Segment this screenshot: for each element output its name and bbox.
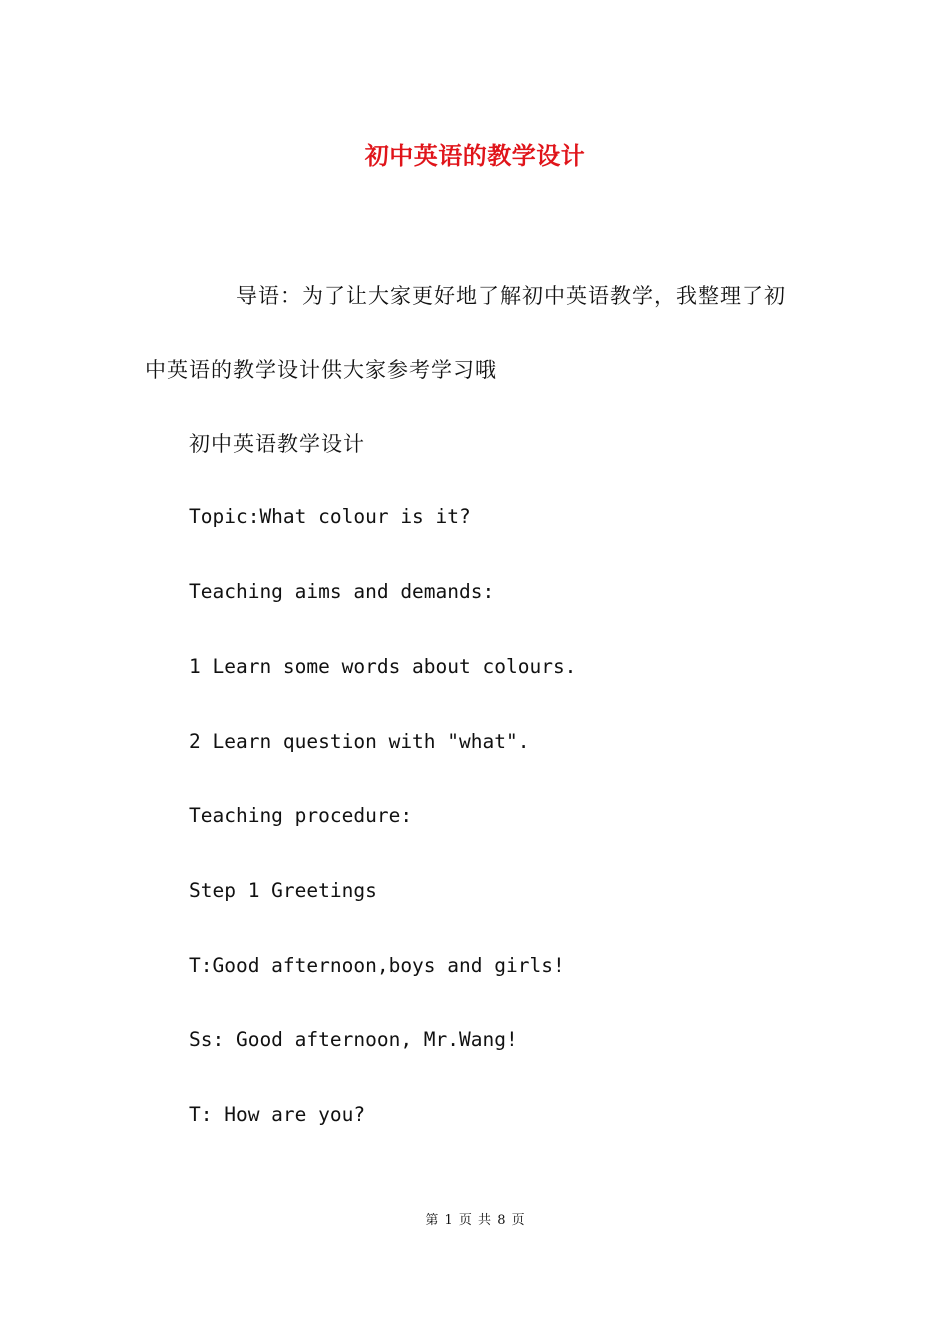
- aims-heading: Teaching aims and demands:: [189, 580, 495, 603]
- aim-item-2: 2 Learn question with "what".: [189, 730, 530, 753]
- intro-paragraph-line-2: 中英语的教学设计供大家参考学习哦: [145, 358, 497, 382]
- aim-item-1: 1 Learn some words about colours.: [189, 655, 577, 678]
- dialogue-line: T:Good afternoon,boys and girls!: [189, 954, 565, 977]
- procedure-heading: Teaching procedure:: [189, 804, 413, 827]
- topic-line: Topic:What colour is it?: [189, 505, 471, 528]
- dialogue-line: T: How are you?: [189, 1103, 366, 1126]
- section-heading: 初中英语教学设计: [189, 432, 365, 456]
- document-title: 初中英语的教学设计: [364, 141, 586, 170]
- intro-paragraph-line-1: 导语：为了让大家更好地了解初中英语教学，我整理了初: [236, 284, 786, 308]
- step-heading: Step 1 Greetings: [189, 879, 377, 902]
- dialogue-line: Ss: Good afternoon, Mr.Wang!: [189, 1028, 518, 1051]
- page-footer: 第 1 页 共 8 页: [425, 1213, 525, 1228]
